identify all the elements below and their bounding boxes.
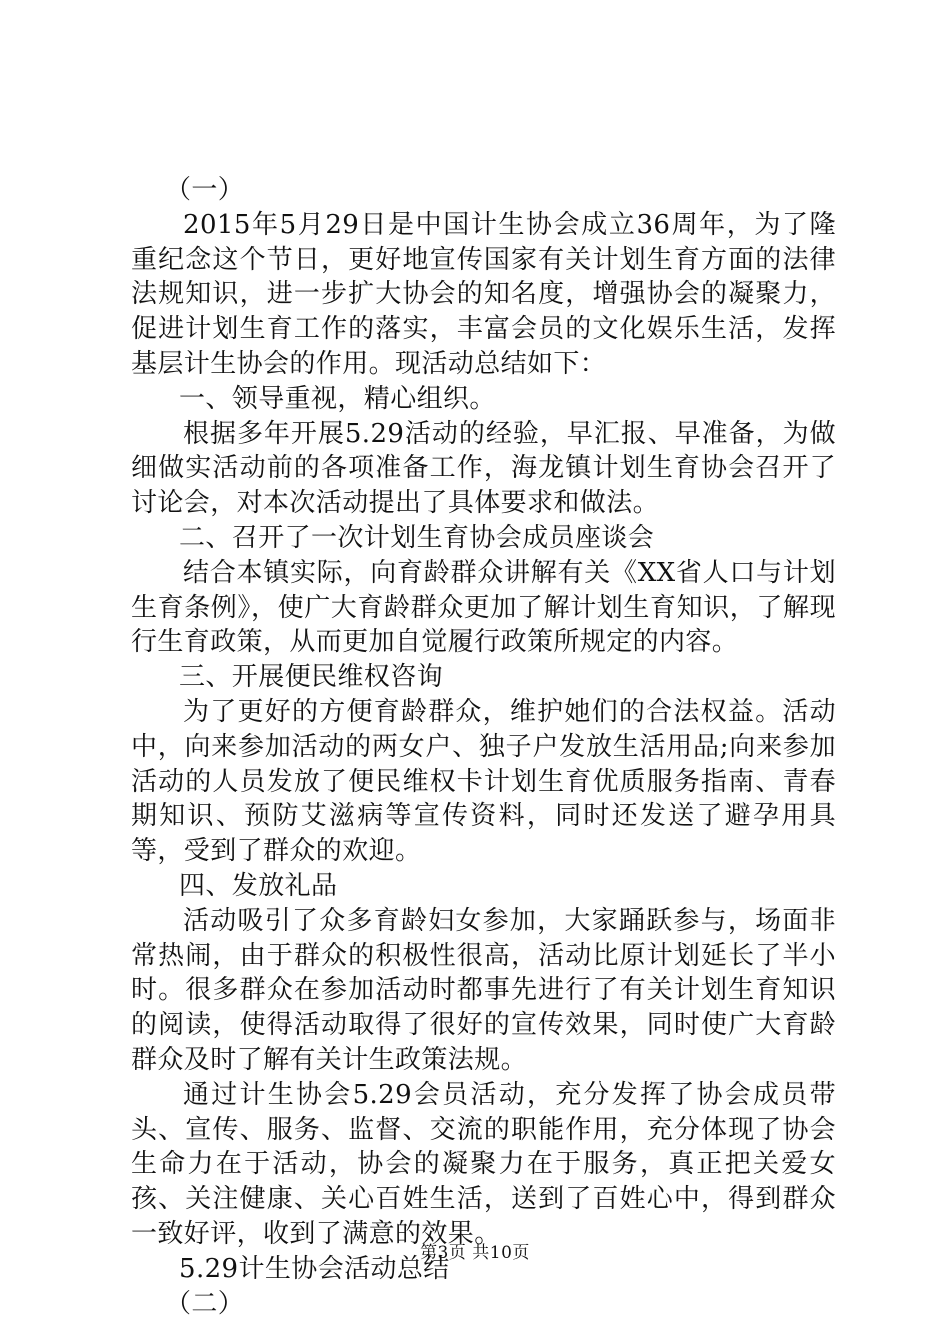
section-heading-3: 三、开展便民维权咨询 [179, 662, 444, 693]
summary-title: 5.29计生协会活动总结 [179, 1253, 450, 1284]
body-paragraph-1: 根据多年开展5.29活动的经验，早汇报、早准备，为做细做实活动前的各项准备工作，海龙镇计划生育协会召开了讨论会，对本次活动提出了具体要求和做法。 [131, 418, 836, 519]
body-paragraph-3: 为了更好的方便育龄群众，维护她们的合法权益。活动中，向来参加活动的两女户、独子户发放生活用品;向来参加活动的人员发放了便民维权卡计划生育优质服务指南、青春期知识、预防艾滋病等宣传资料，同时还发送了避孕用具等，受到了群众的欢迎。 [131, 696, 836, 867]
section-marker-two: （二） [165, 1288, 245, 1319]
intro-paragraph: 2015年5月29日是中国计生协会成立36周年，为了隆重纪念这个节日，更好地宣传国家有关计划生育方面的法律法规知识，进一步扩大协会的知名度，增强协会的凝聚力，促进计划生育工作的落实，丰富会员的文化娱乐生活，发挥基层计生协会的作用。现活动总结如下： [131, 209, 836, 379]
section-marker-one: （一） [165, 175, 245, 205]
body-paragraph-4: 活动吸引了众多育龄妇女参加，大家踊跃参与，场面非常热闹，由于群众的积极性很高，活动比原计划延长了半小时。很多群众在参加活动时都事先进行了有关计划生育知识的阅读，使得活动取得了很好的宣传效果，同时使广大育龄群众及时了解有关计生政策法规。 [131, 905, 836, 1075]
body-paragraph-2: 结合本镇实际，向育龄群众讲解有关《XX省人口与计划生育条例》，使广大育龄群众更加了解计划生育知识，了解现行生育政策，从而更加自觉履行政策所规定的内容。 [131, 557, 836, 658]
conclusion-paragraph: 通过计生协会5.29会员活动，充分发挥了协会成员带头、宣传、服务、监督、交流的职能作用，充分体现了协会生命力在于活动，协会的凝聚力在于服务，真正把关爱女孩、关注健康、关心百姓生活，送到了百姓心中，得到群众一致好评，收到了满意的效果。 [131, 1079, 836, 1249]
page-number-footer: 第3页 共10页 [420, 1243, 530, 1263]
document-body [131, 173, 836, 1321]
section-heading-2: 二、召开了一次计划生育协会成员座谈会 [179, 522, 655, 553]
section-heading-1: 一、领导重视，精心组织。 [179, 383, 496, 414]
section-heading-4: 四、发放礼品 [179, 870, 338, 901]
